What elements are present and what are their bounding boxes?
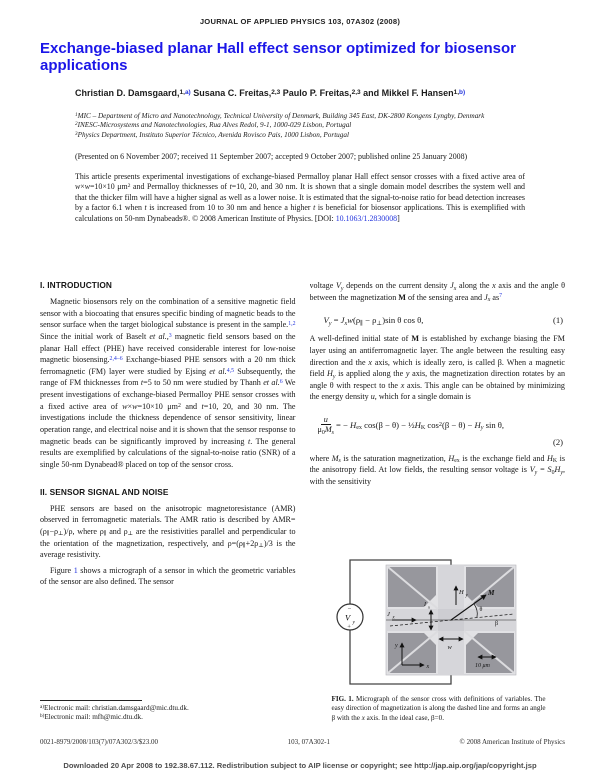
footer-issn: 0021-8979/2008/103(7)/07A302/3/$23.00	[40, 738, 159, 746]
minus-sign: −	[347, 605, 351, 613]
svg-text:y: y	[465, 593, 468, 599]
equation-1	[324, 315, 566, 325]
section-1-heading: I. INTRODUCTION	[40, 280, 113, 290]
ref-link[interactable]: 6	[279, 379, 283, 386]
footer-page-number: 103, 07A302-1	[287, 738, 330, 746]
intro-paragraph: Magnetic biosensors rely on the combination of a sensitive magnetic field sensor with a biocoating that ensures specific binding of magnetic beads to the sensor surface when the target biological substance is present in the sample.$^{1,2}$ Since the initial work of Baselt et al.,$^3$ magnetic field sensors based on the planar Hall effect (PHE) have received considerable interest for low-noise magnetic biosensing.$^{2,4-6}$ Exchange-biased PHE sensors with a 20 nm thick ferromagnetic (FM) layer were studied by Ejsing et al.$^{4,5}$ Subsequently, the range of FM thicknesses from t=5 to 50 nm were studied by Thanh et al.$^6$ We present investigations of exchange-biased Permalloy PHE sensor crosses with a fixed active area of w×w=10×10 $\mu m^2$ and t=10, 20, and 30 nm. The investigations include the thickness dependence of sensor sensitivity, linear operation range, and electrical noise and it is shown that the sensor response to magnetic beads can be significantly improved by increasing t. The general results are exemplified by calculations of the signal-to-noise ratio (SNR) of a single 50-nm Dynabead® placed on top of the sensor cross.	[40, 297, 296, 469]
voltmeter-label: V	[344, 612, 350, 623]
equation-1-body: Vy = Jxw(ρ∥ − ρ⊥)sin θ cos θ,	[323, 315, 424, 327]
affiliation-1: $^1$MIC – Department of Micro and Nanotechnology, Technical University of Denmark, Building 345 East, DK-2800 Kongens Lyngby, Denmark	[75, 112, 485, 120]
paper-title: Exchange-biased planar Hall effect sensor optimized for biosensor applications	[40, 40, 516, 75]
ref-link[interactable]: 4,5	[226, 367, 235, 374]
hy-label: H	[458, 588, 464, 596]
affiliation-3: $^3$Physics Department, Instituto Superior Técnico, Avenida Rovisco Pais, 1000 Lisbon, Portugal	[75, 130, 349, 139]
right-paragraph-3: where Ms is the saturation magnetization, Hex is the exchange field and HK is the anisotropy field. At low fields, the resulting sensor voltage is Vy = S0Hy, with the sensitivity	[309, 453, 565, 486]
right-paragraph-2: A well-defined initial state of M is established by exchange biasing the FM layer using an antiferromagnetic layer. The angle between the resulting easy direction and the x axis, which is ideally zero, is called β. When a magnetic field Hy is applied along the y axis, the magnetization direction rotates by an angle θ with respect to the x axis. This angle can be obtained by minimizing the energy density u, which for a single domain is	[309, 334, 565, 402]
footer-copyright: © 2008 American Institute of Physics	[459, 738, 565, 746]
footnote-block	[40, 700, 296, 723]
footnote-a-link[interactable]: a)	[184, 88, 191, 96]
journal-header: JOURNAL OF APPLIED PHYSICS 103, 07A302 (2008)	[199, 17, 401, 26]
sensor-micrograph-figure	[328, 553, 566, 691]
affiliations	[75, 112, 545, 140]
right-column	[310, 280, 566, 723]
ix-label: I	[423, 601, 426, 608]
footnote-b: $^{b)}$Electronic mail: mfh@mic.dtu.dk.	[40, 713, 143, 722]
affiliation-2: $^2$INESC-Microsystems and Nanotechnologies, Rua Alves Redol, 9-1, 1000-029 Lisbon, Portugal	[75, 121, 352, 130]
scale-label: 10 μm	[474, 662, 490, 669]
voltmeter-symbol	[337, 604, 363, 631]
svg-text:x: x	[392, 615, 395, 621]
figure-ref-link[interactable]: 1	[73, 565, 78, 575]
ref-link[interactable]: 1,2	[288, 321, 296, 328]
author-line: Christian D. Damsgaard,$^{1,a)}$ Susana C. Freitas,$^{2,3}$ Paulo P. Freitas,$^{2,3}$ and Mikkel F. Hansen$^{1,b)}$	[75, 88, 466, 98]
beta-label: β	[494, 620, 498, 627]
section-2-paragraph-1: PHE sensors are based on the anisotropic magnetoresistance (AMR) observed in ferromagnetic materials. The AMR ratio is described by AMR=(ρ∥−ρ⊥)/ρ, where ρ∥ and ρ⊥ are the resistivities parallel and perpendicular to the orientation of the magnetization, respectively, and ρ=(ρ∥+2ρ⊥)/3 is the average resistivity.	[40, 503, 296, 560]
y-axis-label: y	[394, 642, 398, 649]
ref-link[interactable]: 7	[499, 293, 503, 300]
svg-text:y: y	[352, 619, 355, 626]
abstract: This article presents experimental investigations of exchange-biased Permalloy planar Hall effect sensor crosses with a fixed active area of w×w=10×10 $\mu m^2$ and Permalloy thicknesses of t=10, 20, and 30 nm. It is shown that a single domain model describes the system well and that the thicker film will have a higher signal as well as a lower noise. It is estimated that the signal-to-noise ratio for bead detection increases by a factor 6.1 when t is increased from 10 to 30 nm and hence a higher t is beneficial for biosensor applications. This is exemplified with calculations on 50-nm Dynabeads®. © 2008 American Institute of Physics. [DOI: 10.1063/1.2830008]	[75, 172, 526, 223]
x-axis-label: x	[426, 663, 429, 670]
page-footer	[40, 738, 565, 746]
theta-label: θ	[479, 606, 482, 613]
left-column	[40, 280, 296, 723]
ref-link[interactable]: 3	[168, 332, 172, 339]
ref-link[interactable]: 2,4–6	[109, 356, 123, 362]
footnote-rule	[40, 700, 142, 701]
two-column-body	[40, 280, 565, 723]
equation-1-number: (1)	[552, 315, 563, 326]
width-label: w	[447, 643, 452, 651]
equation-2-fraction: $\frac{u}{\mu 0Ms}$	[317, 415, 334, 436]
magnetization-label: M	[487, 588, 494, 597]
right-paragraph-1: voltage Vy depends on the current density Jx along the x axis and the angle θ between the magnetization M of the sensing area and Jx $as^7$	[309, 281, 565, 304]
equation-2-number: (2)	[552, 436, 563, 447]
plus-sign: +	[346, 623, 351, 631]
section-2-heading: II. SENSOR SIGNAL AND NOISE	[40, 486, 169, 497]
footnote-a: $^{a)}$Electronic mail: christian.damsgaard@mic.dtu.dk.	[40, 703, 189, 712]
jx-label: J	[386, 610, 390, 618]
footnote-b-link[interactable]: b)	[459, 88, 466, 96]
figure-1-caption: FIG. 1. Micrograph of the sensor cross with definitions of variables. The easy direction of magnetization is along the dashed line and forms an angle β with the x axis. In the ideal case, β=0.	[331, 694, 546, 722]
figure-1	[310, 553, 566, 723]
dates-line: (Presented on 6 November 2007; received 11 September 2007; accepted 9 October 2007; published online 25 January 2008)	[75, 152, 468, 161]
section-2-paragraph-2: Figure 1 shows a micrograph of a sensor in which the geometric variables of the sensor are also defined. The sensor	[40, 565, 296, 587]
doi-link[interactable]: 10.1063/1.2830008	[335, 213, 398, 223]
download-stamp: Downloaded 20 Apr 2008 to 192.38.67.112. Redistribution subject to AIP license or copyright; see http://jap.aip.org/jap/copyright.jsp	[63, 761, 537, 770]
equation-2	[318, 415, 566, 447]
equation-2-body: = − Hex cos(β − θ) − ½HK $\cos^2(\beta - \theta) - Hy$ sin θ,	[335, 419, 505, 432]
svg-text:x: x	[427, 604, 430, 610]
